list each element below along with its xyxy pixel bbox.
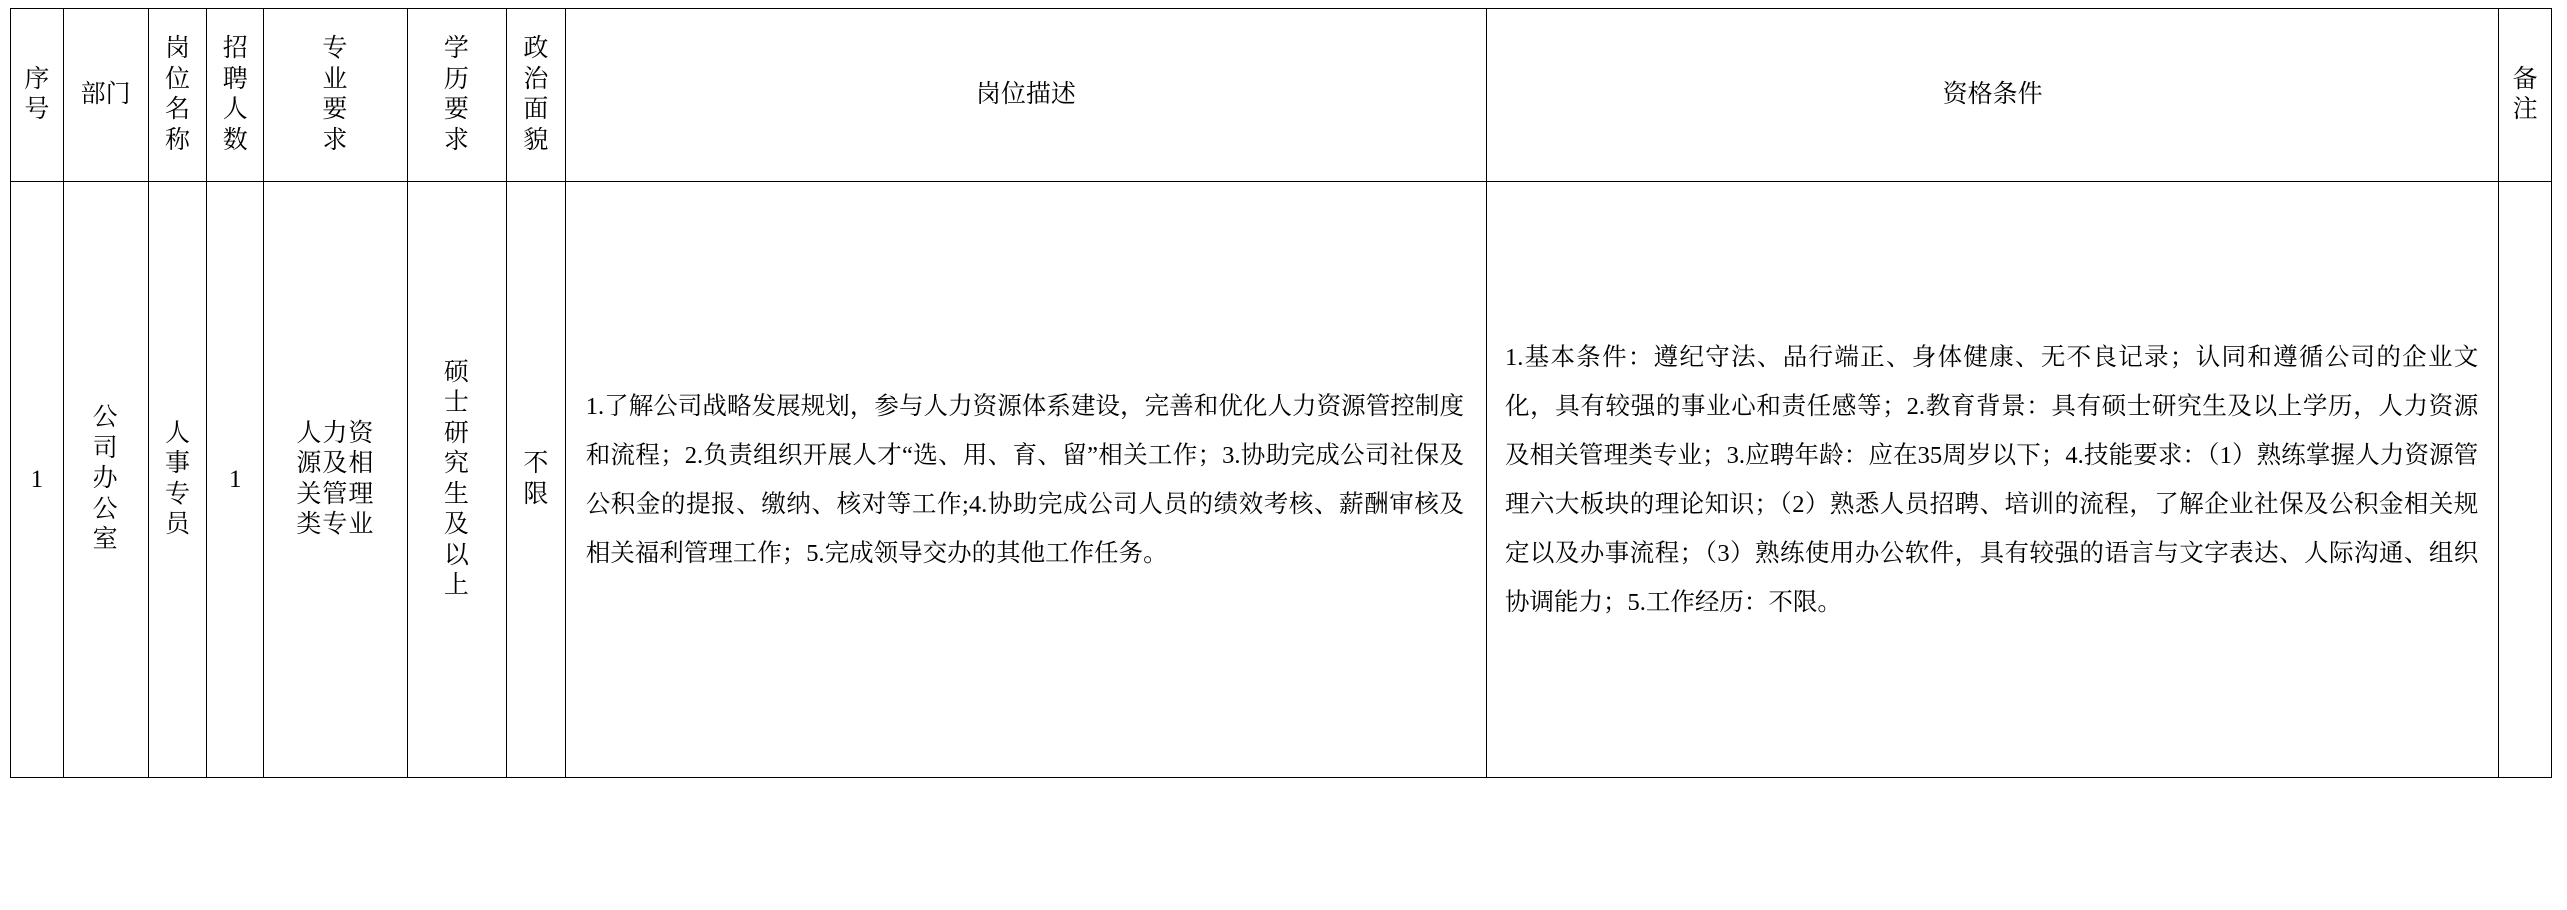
cell-education [407,182,506,778]
document-page [0,8,2567,910]
header-post-name [148,9,207,182]
cell-major-value: 人力资源及相关管理类专业 [296,419,375,538]
cell-political-value: 不限 [523,450,550,508]
cell-post-name [148,182,207,778]
header-seq [11,9,64,182]
cell-qualification [1486,182,2498,778]
header-hire-count [207,9,264,182]
header-job-description-label: 岗位描述 [975,81,1076,109]
cell-qualification-value: 1.基本条件：遵纪守法、品行端正、身体健康、无不良记录；认同和遵循公司的企业文化，具有较强的事业心和责任感等；2.教育背景：具有硕士研究生及以上学历，人力资源及相关管理类专业；3.应聘年龄：应在35周岁以下；4.技能要求：（1）熟练掌握人力资源管理六大板块的理论知识；（2）熟悉人员招聘、培训的流程，了解企业社保及公积金相关规定以及办事流程；（3）熟练使用办公软件，具有较强的语言与文字表达、人际沟通、组织协调能力；5.工作经历：不限。 [1504,343,2479,616]
cell-seq [11,182,64,778]
header-political-label: 政治面貌 [523,35,550,154]
cell-job-description-value: 1.了解公司战略发展规划，参与人力资源体系建设，完善和优化人力资源管控制度和流程；2.负责组织开展人才“选、用、育、留”相关工作；3.协助完成公司社保及公积金的提报、缴纳、核对等工作;4.协助完成公司人员的绩效考核、薪酬审核及相关福利管理工作；5.完成领导交办的其他工作任务。 [585,392,1464,567]
header-education [407,9,506,182]
header-remark [2499,9,2552,182]
header-seq-label: 序号 [24,65,51,123]
cell-job-description [565,182,1486,778]
header-political [507,9,566,182]
cell-major [264,182,408,778]
cell-hire-count-value: 1 [228,465,242,493]
header-job-description [565,9,1486,182]
cell-education-value: 硕士研究生及以上 [443,358,470,599]
header-dept-label: 部门 [80,81,131,109]
cell-remark [2499,182,2552,778]
table-header-row [11,9,2552,182]
header-remark-label: 备注 [2512,65,2539,123]
header-qualification-label: 资格条件 [1942,81,2043,109]
cell-seq-value: 1 [30,465,44,493]
header-qualification [1486,9,2498,182]
cell-post-name-value: 人事专员 [165,419,192,538]
header-dept [63,9,148,182]
cell-hire-count [207,182,264,778]
header-post-name-label: 岗位名称 [165,35,192,154]
header-major [264,9,408,182]
header-education-label: 学历要求 [443,35,470,154]
recruitment-table [10,8,2552,778]
header-major-label: 专业要求 [322,35,349,154]
cell-dept-value: 公司办公室 [92,404,119,554]
cell-political [507,182,566,778]
table-row [11,182,2552,778]
header-hire-count-label: 招聘人数 [222,35,249,154]
cell-dept [63,182,148,778]
